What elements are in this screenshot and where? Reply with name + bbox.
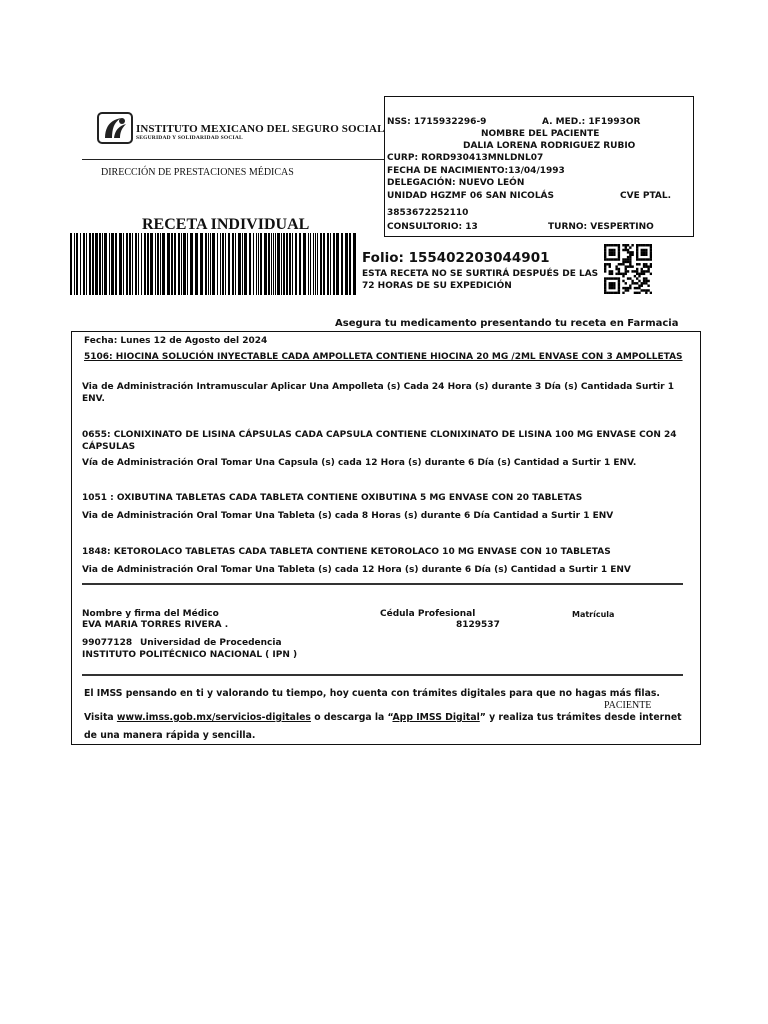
- universidad-label: Universidad de Procedencia: [140, 638, 282, 648]
- medication-2-instructions: Vía de Administración Oral Tomar Una Capsula (s) cada 12 Hora (s) durante 6 Día (s) Cantidad a Surtir 1 ENV.: [82, 458, 637, 468]
- patient-info-box: [384, 96, 694, 237]
- expiration-notice: ESTA RECETA NO SE SURTIRÁ DESPUÉS DE LAS 72 HORAS DE SU EXPEDICIÓN: [362, 269, 599, 291]
- nss: NSS: 1715932296-9: [387, 117, 487, 127]
- visit-text: Visita: [84, 712, 117, 723]
- institution-name: INSTITUTO MEXICANO DEL SEGURO SOCIAL: [136, 123, 385, 135]
- app-imss-link[interactable]: App IMSS Digital: [392, 712, 480, 723]
- curp: CURP: RORD930413MNLDNL07: [387, 153, 544, 163]
- medication-4-instructions: Via de Administración Oral Tomar Una Tableta (s) cada 12 Hora (s) durante 6 Día (s) Cantidad a Surtir 1 ENV: [82, 565, 631, 575]
- prescription-date: Fecha: Lunes 12 de Agosto del 2024: [84, 336, 268, 346]
- qr-code: [604, 244, 652, 294]
- pharmacy-notice: Asegura tu medicamento presentando tu receta en Farmacia: [335, 318, 679, 329]
- medication-4: 1848: KETOROLACO TABLETAS CADA TABLETA CONTIENE KETOROLACO 10 MG ENVASE CON 10 TABLETAS: [82, 547, 611, 557]
- a-med: A. MED.: 1F1993OR: [542, 117, 641, 127]
- document-title: RECETA INDIVIDUAL: [142, 216, 310, 233]
- medication-2: 0655: CLONIXINATO DE LISINA CÁPSULAS CADA CAPSULA CONTIENE CLONIXINATO DE LISINA 100 MG ENVASE CON 24 CÁPSULAS: [82, 430, 677, 452]
- medication-3: 1051 : OXIBUTINA TABLETAS CADA TABLETA CONTIENE OXIBUTINA 5 MG ENVASE CON 20 TABLETAS: [82, 493, 583, 503]
- medication-1-instructions: Via de Administración Intramuscular Aplicar Una Ampolleta (s) Cada 24 Hora (s) durante 3 Día (s) Cantidada Surtir 1 ENV.: [82, 382, 675, 404]
- institution-subtitle: SEGURIDAD Y SOLIDARIDAD SOCIAL: [136, 135, 243, 141]
- matricula-label: Matrícula: [572, 610, 615, 619]
- barcode: [70, 233, 356, 295]
- internet-text: ” y realiza tus trámites desde internet: [479, 712, 682, 723]
- telefono: 3853672252110: [387, 208, 469, 218]
- delegacion: DELEGACIÓN: NUEVO LEÓN: [387, 178, 525, 188]
- birth-date: FECHA DE NACIMIENTO:13/04/1993: [387, 166, 565, 176]
- divider-doctor: [82, 583, 683, 585]
- folio: Folio: 155402203044901: [362, 250, 550, 266]
- direccion-prestaciones: DIRECCIÓN DE PRESTACIONES MÉDICAS: [101, 167, 294, 178]
- medication-1: 5106: HIOCINA SOLUCIÓN INYECTABLE CADA AMPOLLETA CONTIENE HIOCINA 20 MG /2ML ENVASE CON 3 AMPOLLETAS: [84, 352, 683, 362]
- copy-label: PACIENTE: [604, 700, 652, 711]
- visit-line: [84, 712, 682, 723]
- universidad: INSTITUTO POLITÉCNICO NACIONAL ( IPN ): [82, 650, 298, 660]
- digital-services-notice: El IMSS pensando en ti y valorando tu tiempo, hoy cuenta con trámites digitales para que no hagas más filas.: [84, 688, 660, 699]
- patient-name-label: NOMBRE DEL PACIENTE: [481, 129, 600, 139]
- patient-name: DALIA LORENA RODRIGUEZ RUBIO: [463, 141, 636, 151]
- cedula-value: 8129537: [456, 620, 500, 630]
- doctor-signature-label: Nombre y firma del Médico: [82, 609, 219, 619]
- imss-url-link[interactable]: www.imss.gob.mx/servicios-digitales: [116, 712, 311, 723]
- matricula-value: 99077128: [82, 638, 133, 648]
- consultorio: CONSULTORIO: 13: [387, 222, 478, 232]
- turno: TURNO: VESPERTINO: [548, 222, 654, 232]
- closing-line: de una manera rápida y sencilla.: [84, 730, 256, 741]
- doctor-name: EVA MARIA TORRES RIVERA .: [82, 620, 229, 630]
- divider-footer: [82, 674, 683, 676]
- prescription-box: [71, 331, 701, 745]
- medication-3-instructions: Via de Administración Oral Tomar Una Tableta (s) cada 8 Horas (s) durante 6 Día Cantidad a Surtir 1 ENV: [82, 511, 614, 521]
- imss-logo: [97, 112, 133, 144]
- download-text: o descarga la “: [310, 712, 393, 723]
- unidad: UNIDAD HGZMF 06 SAN NICOLÁS: [387, 191, 555, 201]
- header-divider: [82, 159, 385, 160]
- cedula-label: Cédula Profesional: [380, 609, 476, 619]
- cve-ptal: CVE PTAL.: [620, 191, 672, 201]
